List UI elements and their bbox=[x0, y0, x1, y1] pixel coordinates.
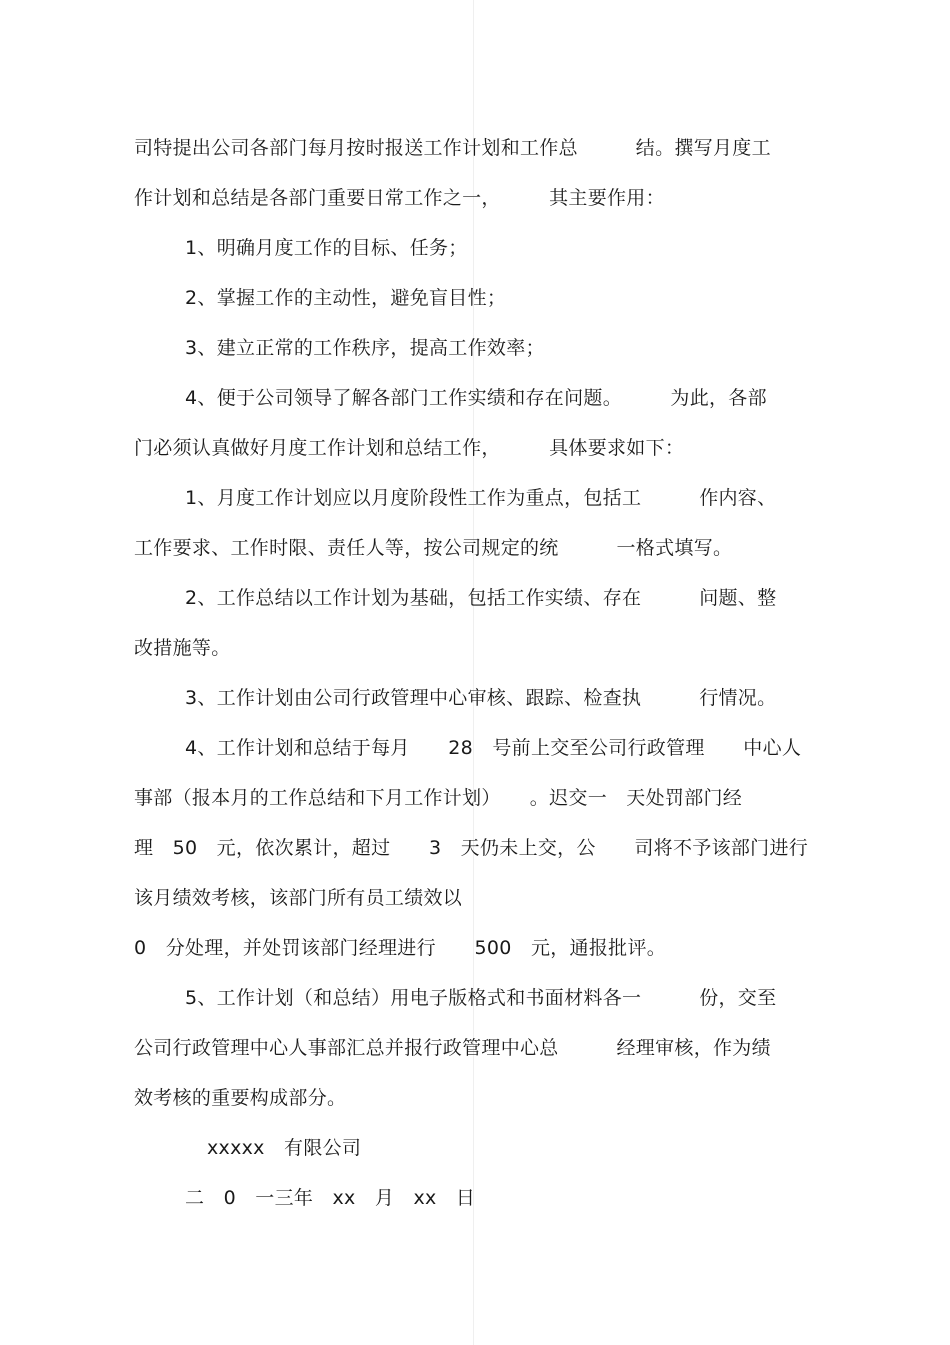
list-item-requirement-5-cont-2: 效考核的重要构成部分。 bbox=[134, 1087, 347, 1109]
list-item-requirement-2-cont: 改措施等。 bbox=[134, 637, 231, 659]
list-item-requirement-5: 5、工作计划（和总结）用电子版格式和书面材料各一 份，交至 bbox=[185, 987, 777, 1009]
paragraph-line-1: 司特提出公司各部门每月按时报送工作计划和工作总 结。撰写月度工 bbox=[134, 137, 771, 159]
list-item-requirement-1-cont: 工作要求、工作时限、责任人等，按公司规定的统 一格式填写。 bbox=[134, 537, 733, 559]
signature-company: xxxxx 有限公司 bbox=[207, 1137, 362, 1159]
list-item-requirement-4-cont-1: 事部（报本月的工作总结和下月工作计划） 。迟交一 天处罚部门经 bbox=[134, 787, 743, 809]
list-item-requirement-4: 4、工作计划和总结于每月 28 号前上交至公司行政管理 中心人 bbox=[185, 737, 802, 759]
list-item-purpose-3: 3、建立正常的工作秩序，提高工作效率； bbox=[185, 337, 545, 359]
list-item-requirement-2: 2、工作总结以工作计划为基础，包括工作实绩、存在 问题、整 bbox=[185, 587, 777, 609]
list-item-requirement-5-cont-1: 公司行政管理中心人事部汇总并报行政管理中心总 经理审核，作为绩 bbox=[134, 1037, 771, 1059]
list-item-requirement-3: 3、工作计划由公司行政管理中心审核、跟踪、检查执 行情况。 bbox=[185, 687, 777, 709]
list-item-requirement-4-cont-2: 理 50 元，依次累计，超过 3 天仍未上交，公 司将不予该部门进行 bbox=[134, 837, 809, 859]
paragraph-line-2: 作计划和总结是各部门重要日常工作之一， 其主要作用： bbox=[134, 187, 665, 209]
paragraph-line-requirements-intro: 门必须认真做好月度工作计划和总结工作， 具体要求如下： bbox=[134, 437, 685, 459]
signature-date: 二 0 一三年 xx 月 xx 日 bbox=[185, 1187, 476, 1209]
list-item-purpose-1: 1、明确月度工作的目标、任务； bbox=[185, 237, 468, 259]
list-item-purpose-2: 2、掌握工作的主动性，避免盲目性； bbox=[185, 287, 507, 309]
list-item-requirement-1: 1、月度工作计划应以月度阶段性工作为重点，包括工 作内容、 bbox=[185, 487, 777, 509]
list-item-purpose-4: 4、便于公司领导了解各部门工作实绩和存在问题。 为此，各部 bbox=[185, 387, 767, 409]
list-item-requirement-4-cont-4: 0 分处理，并处罚该部门经理进行 500 元，通报批评。 bbox=[134, 937, 667, 959]
list-item-requirement-4-cont-3: 该月绩效考核，该部门所有员工绩效以 bbox=[134, 887, 463, 909]
